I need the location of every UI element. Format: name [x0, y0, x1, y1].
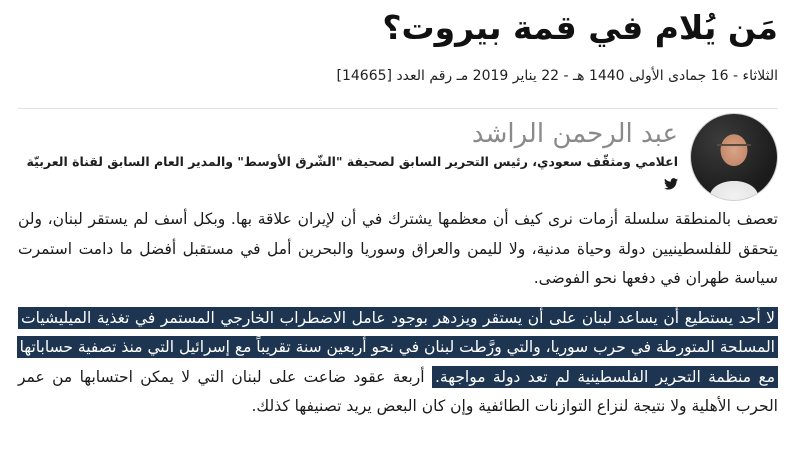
- highlighted-text: لا أحد يستطيع أن يساعد لبنان على أن يستقر ويزدهر بوجود عامل الاضطراب الخارجي المستمر في تغذية الميليشيات المسلحة المتورطة في حرب سوريا، والتي ورَّطت لبنان في نحو أربعين سنة تقريباً مع إسرائيل التي منذ تصفية حساباتها مع منظمة التحرير الفلسطينية لم تعد دولة مواجهة.: [17, 307, 778, 388]
- body-paragraph-1: تعصف بالمنطقة سلسلة أزمات نرى كيف أن معظمها يشترك في أن لإيران علاقة بها. وبكل أسف لم يستقر لبنان، ولن يتحقق للفلسطينيين دولة وحياة مدنية، ولا لليمن والعراق وسوريا والبحرين أمل في مستقبل أفضل ما دامت استمرت سياسة طهران في دفعها نحو الفوضى.: [18, 210, 778, 287]
- author-info: [27, 115, 678, 194]
- article-body: [18, 205, 778, 422]
- divider: [18, 108, 778, 109]
- body-paragraph-2-rest: أربعة عقود ضاعت على لبنان التي لا يمكن احتسابها من عمر الحرب الأهلية ولا نتيجة لنزاع التوازنات الطائفية وإن كان البعض يريد تصنيفها كذلك.: [18, 367, 778, 415]
- glasses-shape: [717, 144, 751, 154]
- body-paragraph-2: [18, 304, 778, 422]
- author-name[interactable]: عبد الرحمن الراشد: [471, 119, 678, 149]
- article-title: مَن يُلام في قمة بيروت؟: [382, 8, 778, 47]
- article-meta: الثلاثاء - 16 جمادى الأولى 1440 هـ - 22 يناير 2019 مـ رقم العدد [14665]: [336, 68, 778, 84]
- twitter-icon[interactable]: [664, 175, 678, 187]
- author-bio: اعلامي ومثقّف سعودي، رئيس التحرير السابق لصحيفة "الشّرق الأوسط" والمدير العام السابق لقناة العربيّة: [26, 154, 678, 169]
- twitter-icon-svg: [664, 178, 678, 190]
- author-block: [18, 115, 778, 197]
- author-photo[interactable]: [690, 113, 778, 201]
